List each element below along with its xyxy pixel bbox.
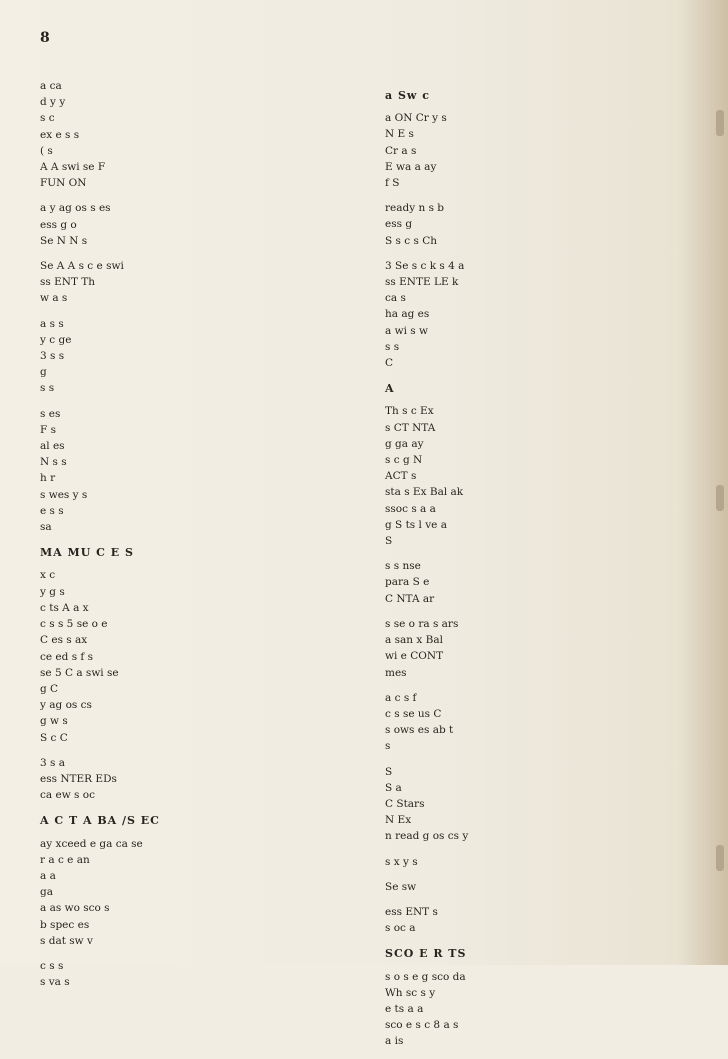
right-column-paragraph: 3 Se s c k s 4 a ss ENTE LE k ca s ha ag es a wi s w s s C: [385, 259, 465, 370]
left-column-heading: MA MU C E S: [40, 546, 134, 560]
right-column-paragraph: a c s f c s se us C s ows es ab t s: [385, 691, 454, 753]
right-column-heading: a Sw c: [385, 89, 430, 102]
right-column-paragraph: Se sw: [385, 880, 417, 893]
right-column-paragraph: s o s e g sco da Wh sc s y e ts a a sco e s c 8 a s a is: [385, 970, 466, 1048]
right-column-heading: A: [385, 382, 395, 396]
right-column-paragraph: ready n s b ess g S s c s Ch: [385, 202, 445, 247]
right-column-heading: SCO E R TS: [385, 947, 467, 961]
right-column-paragraph: s s nse para S e C NTA ar: [385, 560, 435, 605]
left-column-heading: A C T A BA /S EC: [40, 814, 160, 828]
left-column-paragraph: x c y g s c ts A a x c s s 5 se o e C es s ax ce ed s f s se 5 C a swi se g C y ag os cs g w s S c C: [40, 569, 119, 744]
right-column-paragraph: S S a C Stars N Ex n read g os cs y: [385, 765, 469, 843]
right-column-paragraph: s se o ra s ars a san x Bal wi e CONT mes: [385, 617, 459, 679]
left-column-paragraph: 3 s a ess NTER EDs ca ew s oc: [40, 756, 117, 802]
right-column-paragraph: ess ENT s s oc a: [385, 905, 438, 935]
left-column-paragraph: Se A A s c e swi ss ENT Th w a s: [40, 260, 124, 305]
right-column-paragraph: a ON Cr y s N E s Cr a s E wa a ay f S: [385, 112, 447, 190]
binder-mark: [716, 110, 724, 136]
left-column-paragraph: a s s y c ge 3 s s g s s: [40, 317, 72, 395]
right-column-paragraph: Th s c Ex s CT NTA g ga ay s c g N ACT s sta s Ex Bal ak ssoc s a a g S ts l ve a S: [385, 405, 464, 548]
right-column: [385, 78, 695, 1059]
left-column-paragraph: s es F s al es N s s h r s wes y s e s s sa: [40, 407, 88, 534]
left-column-paragraph: c s s s va s: [40, 959, 70, 989]
left-column-paragraph: ay xceed e ga ca se r a c e an a a ga a as wo sco s b spec es s dat sw v: [40, 837, 143, 947]
page-number: 8: [40, 30, 50, 46]
left-column-paragraph: a y ag os s es ess g o Se N N s: [40, 202, 111, 247]
binder-mark: [716, 845, 724, 871]
right-column-paragraph: s x y s: [385, 855, 418, 868]
left-column-paragraph: a ca d y y s c ex e s s ( s A A swi se F FUN ON: [40, 80, 106, 190]
left-column: [40, 78, 365, 999]
binder-mark: [716, 485, 724, 511]
